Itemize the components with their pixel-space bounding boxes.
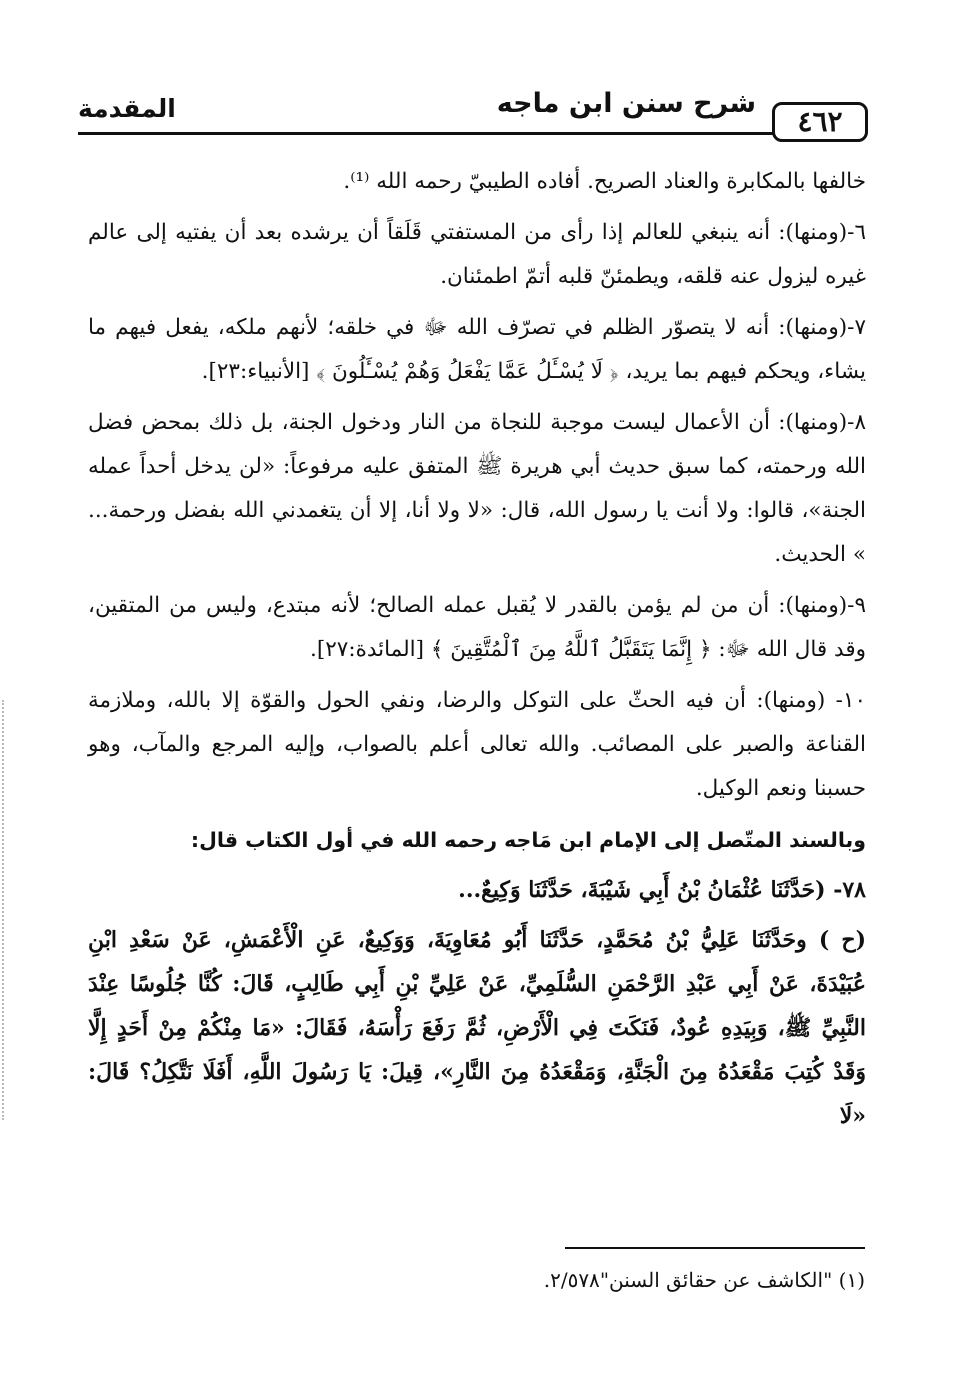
paragraph-point-7: ٧-(ومنها): أنه لا يتصوّر الظلم في تصرّف الله ﷻ في خلقه؛ لأنهم ملكه، يفعل فيهم ما يشاء، ويحكم فيهم بما يريد، ﴿ لَا يُسْـَٔلُ عَمَّا يَفْعَلُ وَهُمْ يُسْـَٔلُونَ ﴾ [الأنبياء:٢٣]. — [88, 315, 866, 384]
paragraph-point-9: ٩-(ومنها): أن من لم يؤمن بالقدر لا يُقبل عمله الصالح؛ لأنه مبتدع، وليس من المتقين، وقد قال الله ﷻ: ﴿ إِنَّمَا يَتَقَبَّلُ ٱللَّهُ مِنَ ٱلْمُتَّقِينَ ﴾ [المائدة:٢٧]. — [88, 593, 866, 662]
page-number: ٤٦٢ — [772, 102, 868, 142]
footnote: (١) "الكاشف عن حقائق السنن"٢/٥٧٨. — [543, 1268, 865, 1292]
isnad-heading: وبالسند المتّصل إلى الإمام ابن مَاجه رحمه الله في أول الكتاب قال: — [190, 828, 866, 852]
section-title: المقدمة — [78, 94, 176, 123]
scan-margin-dots — [2, 700, 10, 1120]
paragraph-point-6: ٦-(ومنها): أنه ينبغي للعالم إذا رأى من المستفتي قَلَقاً أن يرشده بعد أن يفتيه إلى عالم غيره ليزول عنه قلقه، ويطمئنّ قلبه أتمّ اطمئنان. — [88, 220, 866, 289]
paragraph-continuation: خالفها بالمكابرة والعناد الصريح. أفاده الطيبيّ رحمه الله ⁽¹⁾. — [343, 169, 866, 194]
page-body — [88, 160, 866, 1144]
book-title: شرح سنن ابن ماجه — [496, 88, 756, 119]
page-header — [78, 88, 868, 148]
paragraph-point-8: ٨-(ومنها): أن الأعمال ليست موجبة للنجاة من النار ودخول الجنة، بل ذلك بمحض فضل الله ورحمته، كما سبق حديث أبي هريرة ﷺ المتفق عليه مرفوعاً: «لن يدخل أحداً عمله الجنة»، قالوا: ولا أنت يا رسول الله، قال: «لا ولا أنا، إلا أن يتغمدني الله بفضل ورحمة... » الحديث. — [88, 410, 866, 567]
hadith-line-78: ٧٨- (حَدَّثَنَا عُثْمَانُ بْنُ أَبِي شَيْبَةَ، حَدَّثَنَا وَكِيعٌ... — [458, 877, 866, 903]
hadith-text: (ح ) وحَدَّثَنَا عَلِيُّ بْنُ مُحَمَّدٍ، حَدَّثَنَا أَبُو مُعَاوِيَةَ، وَوَكِيعٌ، عَنِ الْأَعْمَشِ، عَنْ سَعْدِ ابْنِ عُبَيْدَةَ، عَنْ أَبِي عَبْدِ الرَّحْمَنِ السُّلَمِيِّ، عَنْ عَلِيِّ بْنِ أَبِي طَالِبٍ، قَالَ: كُنَّا جُلُوسًا عِنْدَ النَّبِيِّ ﷺ، وَبِيَدِهِ عُودٌ، فَنَكَتَ فِي الْأَرْضِ، ثُمَّ رَفَعَ رَأْسَهُ، فَقَالَ: «مَا مِنْكُمْ مِنْ أَحَدٍ إِلَّا وَقَدْ كُتِبَ مَقْعَدُهُ مِنَ الْجَنَّةِ، وَمَقْعَدُهُ مِنَ النَّارِ»، قِيلَ: يَا رَسُولَ اللَّهِ، أَفَلَا نَتَّكِلُ؟ قَالَ: «لَا — [88, 927, 866, 1129]
paragraph-point-10: ١٠- (ومنها): أن فيه الحثّ على التوكل والرضا، ونفي الحول والقوّة إلا بالله، وملازمة القناعة والصبر على المصائب. والله تعالى أعلم بالصواب، وإليه المرجع والمآب، وهو حسبنا ونعم الوكيل. — [88, 688, 866, 801]
header-rule — [78, 132, 774, 135]
footnote-rule — [565, 1247, 865, 1249]
